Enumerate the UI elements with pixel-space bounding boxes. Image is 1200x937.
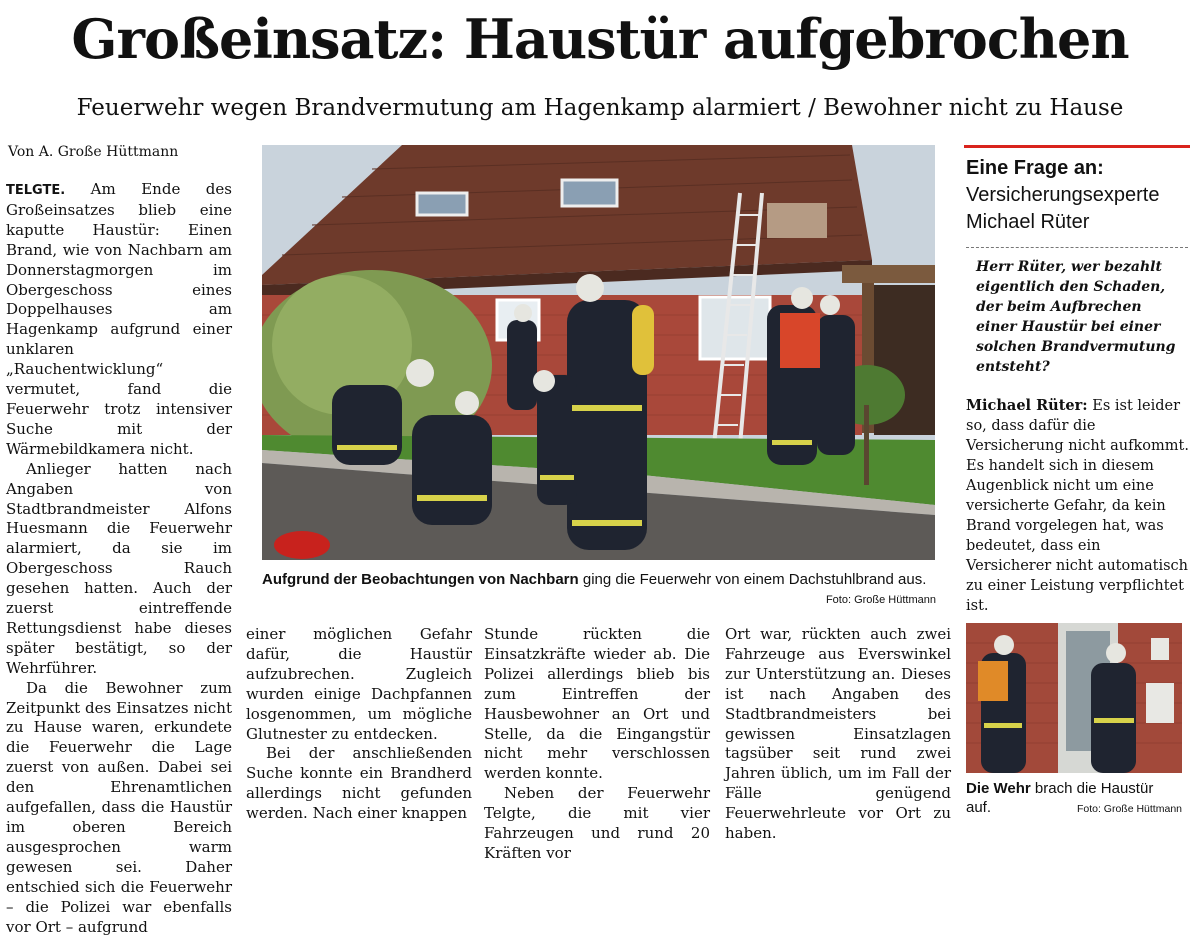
article-paragraph: Bei der anschließenden Suche konnte ein Brandherd allerdings nicht gefunden werden. Nach einer knappen <box>246 744 472 823</box>
firefighters-photo-illustration <box>262 145 935 560</box>
article-paragraph: Anlieger hatten nach Angaben von Stadtbrandmeister Alfons Huesmann die Feuerwehr alarmiert, da sie im Obergeschoss Rauch gesehen hatten. Auch der zuerst eintreffende Rettungsdienst habe dieses später bestätigt, so der Wehrführer. <box>6 459 232 677</box>
answer-speaker: Michael Rüter: <box>966 397 1088 414</box>
article-paragraph: Ort war, rückten auch zwei Fahrzeuge aus Everswinkel zur Unterstützung an. Dieses ist nach Angaben des Stadtbrandmeisters bei gewissen Einsatzlagen tagsüber seit rund zwei Jahren üblich, um im Fall der Fälle genügend Feuerwehrleute vor Ort zu haben. <box>725 625 951 843</box>
sidebar-subheading <box>966 182 1192 236</box>
interview-answer <box>966 396 1190 616</box>
article-paragraph <box>6 180 232 460</box>
sidebar-heading: Eine Frage an: <box>966 157 1104 179</box>
sidebar-photo-credit: Foto: Große Hüttmann <box>1076 803 1182 815</box>
sidebar-subheading-line: Michael Rüter <box>966 211 1090 233</box>
article-paragraph: Neben der Feuerwehr Telgte, die mit vier Fahrzeugen und rund 20 Kräften vor <box>484 784 710 862</box>
article-column-3 <box>484 625 710 864</box>
article-paragraph: Stunde rückten die Einsatzkräfte wieder ab. Die Polizei allerdings blieb bis zum Eintreffen der Hausbewohner an Ort und Stelle, da die Eingangstür nicht mehr verschlossen werden konnte. <box>484 625 710 783</box>
article-column-2 <box>246 625 472 824</box>
sidebar-subheading-line: Versicherungsexperte <box>966 184 1160 206</box>
paragraph-text: Am Ende des Großeinsatzes blieb eine kaputte Haustür: Einen Brand, wie von Nachbarn am Donnerstagmorgen im Obergeschoss eines Doppelhauses am Hagenkamp aufgrund einer unklaren „Rauchentwicklung“ vermutet, fand die Feuerwehr trotz intensiver Suche mit der Wärmebildkamera nicht. <box>6 180 232 458</box>
caption-text: ging die Feuerwehr von einem Dachstuhlbrand aus. <box>578 571 927 588</box>
article-paragraph: Da die Bewohner zum Zeitpunkt des Einsatzes nicht zu Hause waren, erkundete die Feuerwehr die Lage zuerst von außen. Dabei sei den Ehrenamtlichen aufgefallen, dass die Haustür im oberen Bereich ausgesprochen warm gewesen sei. Daher entschied sich die Feuerwehr – die Polizei war ebenfalls vor Ort – aufgrund <box>6 678 232 936</box>
door-photo-illustration <box>966 623 1182 773</box>
byline: Von A. Große Hüttmann <box>8 144 179 160</box>
caption-text: brach die Haustür auf. <box>966 780 1154 816</box>
caption-lead: Die Wehr <box>966 780 1031 797</box>
interview-question: Herr Rüter, wer bezahlt eigentlich den Schaden, der beim Aufbrechen einer Haustür bei einer solchen Brandvermutung entsteht? <box>976 259 1176 375</box>
photo-credit: Foto: Große Hüttmann <box>825 594 936 606</box>
main-photo <box>262 145 935 560</box>
sidebar-photo <box>966 623 1182 773</box>
article-paragraph: einer möglichen Gefahr dafür, die Haustür aufzubrechen. Zugleich wurden einige Dachpfannen losgenommen, um mögliche Glutnester zu entdecken. <box>246 625 472 743</box>
sidebar-accent-rule <box>964 145 1190 148</box>
answer-text: Es ist leider so, dass dafür die Versicherung nicht aufkommt. Es handelt sich in diesem Augenblick nicht um eine versicherte Gefahr, da kein Brand vorgelegen hat, was bedeutet, dass ein Versicherer nicht automatisch zu einer Leistung verpflichtet ist. <box>966 398 1189 614</box>
caption-lead: Aufgrund der Beobachtungen von Nachbarn <box>262 571 579 588</box>
headline: Großeinsatz: Haustür aufgebrochen <box>71 7 1129 71</box>
sidebar-divider <box>966 247 1188 248</box>
subheadline: Feuerwehr wegen Brandvermutung am Hagenkamp alarmiert / Bewohner nicht zu Hause <box>76 95 1124 121</box>
photo-caption <box>262 570 936 589</box>
article-column-4 <box>725 625 951 844</box>
article-column-1 <box>6 180 232 937</box>
dateline: TELGTE. <box>6 183 66 198</box>
